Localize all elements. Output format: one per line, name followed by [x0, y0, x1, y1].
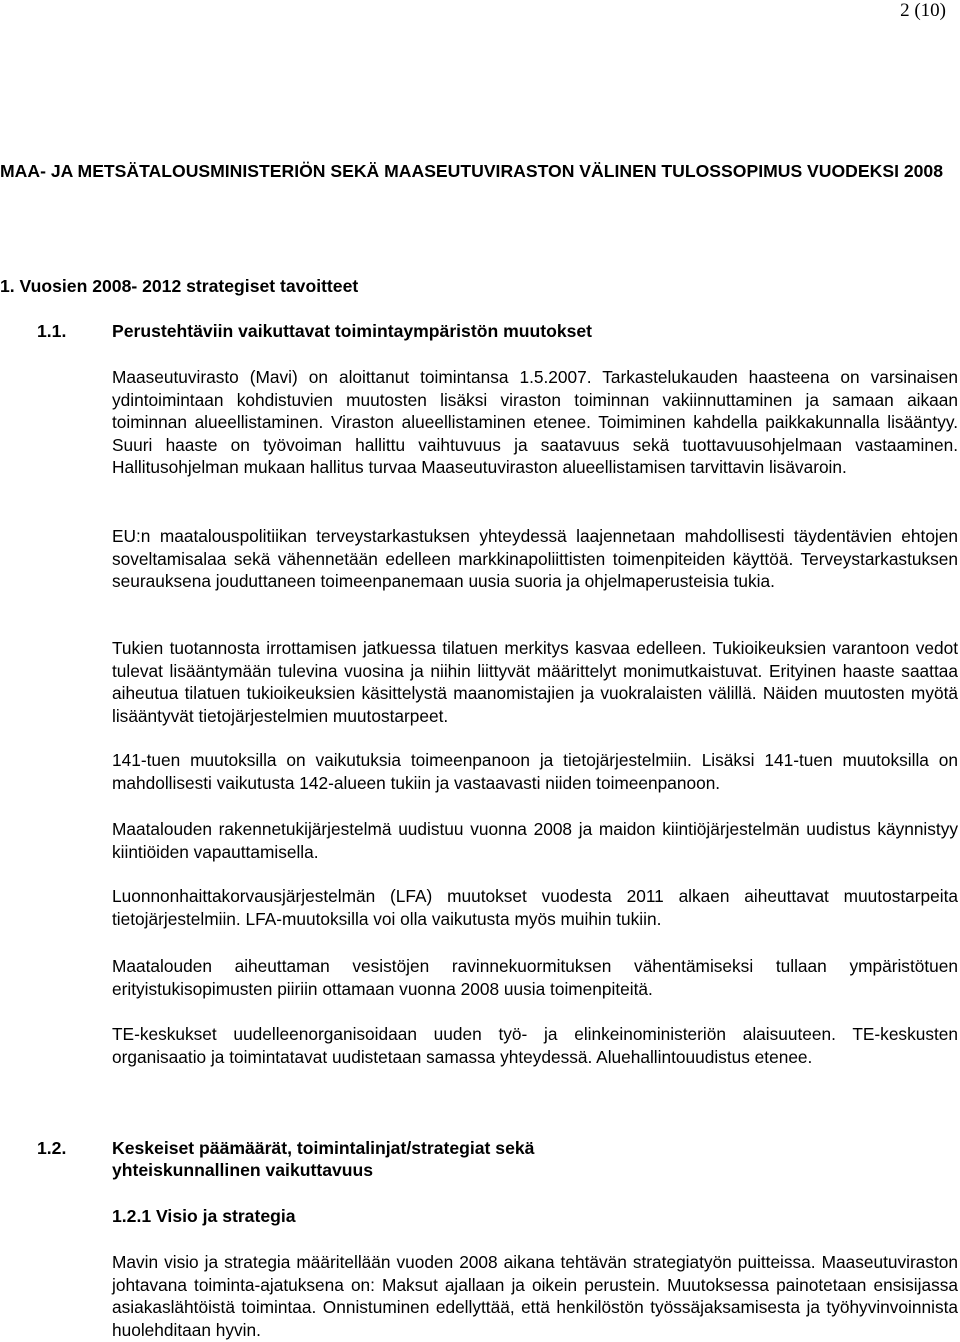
paragraph-te-centres: TE-keskukset uudelleenorganisoidaan uuden työ- ja elinkeinoministeriön alaisuuteen. TE-keskusten organisaatio ja toimintatavat uudistetaan samassa yhteydessä. Aluehallintouudistus etenee. [112, 1024, 958, 1067]
section-number: 1.1. [37, 321, 67, 341]
paragraph-eu-health-check: EU:n maatalouspolitiikan terveystarkastuksen yhteydessä laajennetaan mahdollisesti täydentävien ehtojen soveltamisalaa sekä vähennetään edelleen markkinapoliittisten toimenpiteiden käyttöä. Terveystarkastuksen seurauksena jouduttaneen toimeenpanemaan uusia suoria ja ohjelmaperusteisia tukia. [112, 526, 958, 592]
paragraph-mavi-start: Maaseutuvirasto (Mavi) on aloittanut toimintansa 1.5.2007. Tarkastelukauden haasteena on varsinaisen ydintoimintaan kohdistuvien muutosten lisäksi viraston toiminnan vakiinnuttaminen ja samaan aikaan toiminnan alueellistaminen. Viraston alueellistaminen etenee. Toimiminen kahdella paikkakunnalla lisääntyy. Suuri haaste on työvoiman hallittu vaihtuvuus ja saatavuus sekä tuottavuusohjelmaan vastaaminen. Hallitusohjelman mukaan hallitus turvaa Maaseutuviraston alueellistamisen tarvittavin lisävaroin. [112, 367, 958, 478]
paragraph-vision-strategy: Mavin visio ja strategia määritellään vuoden 2008 aikana tehtävän strategiatyön puitteissa. Maaseutuviraston johtavana toiminta-ajatuksena on: Maksut ajallaan ja oikein perustein. Muutoksessa painotetaan ensisijassa asiakaslähtöistä toimintaa. Onnistuminen edellyttää, että henkilöstön työssäjaksamisesta ja työhyvinvoinnista huolehditaan hyvin. [112, 1252, 958, 1340]
paragraph-lfa: Luonnonhaittakorvausjärjestelmän (LFA) muutokset vuodesta 2011 alkaen aiheuttavat muutostarpeita tietojärjestelmiin. LFA-muutoksilla voi olla vaikutusta myös muihin tukiin. [112, 886, 958, 929]
section-title-line1: Keskeiset päämäärät, toimintalinjat/strategiat sekä [112, 1138, 535, 1158]
section-title-line2: yhteiskunnallinen vaikuttavuus [112, 1160, 374, 1180]
section-1-2-1-heading: 1.2.1 Visio ja strategia [112, 1206, 296, 1226]
document-title: MAA- JA METSÄTALOUSMINISTERIÖN SEKÄ MAASEUTUVIRASTON VÄLINEN TULOSSOPIMUS VUODEKSI 2008 [0, 161, 943, 181]
section-number: 1.2. [37, 1138, 67, 1158]
paragraph-141-support: 141-tuen muutoksilla on vaikutuksia toimeenpanoon ja tietojärjestelmiin. Lisäksi 141-tuen muutoksilla on mahdollisesti vaikutusta 142-alueen tukiin ja vastaavasti niiden toimeenpanoon. [112, 750, 958, 793]
page-number: 2 (10) [900, 0, 946, 21]
paragraph-structural-support: Maatalouden rakennetukijärjestelmä uudistuu vuonna 2008 ja maidon kiintiöjärjestelmän uudistus käynnistyy kiintiöiden vapauttamisella. [112, 819, 958, 862]
section-title: Perustehtäviin vaikuttavat toimintaympäristön muutokset [112, 321, 593, 341]
paragraph-nutrient-load: Maatalouden aiheuttaman vesistöjen ravinnekuormituksen vähentämiseksi tullaan ympäristötuen erityistukisopimusten piiriin ottamaan vuonna 2008 uusia toimenpiteitä. [112, 956, 958, 999]
paragraph-decoupling: Tukien tuotannosta irrottamisen jatkuessa tilatuen merkitys kasvaa edelleen. Tukioikeuksien varantoon vedot tulevat lisääntymään tulevina vuosina ja niihin liittyvät määrittelyt monimutkaistuvat. Erityinen haaste saattaa aiheutua tilatuen tukioikeuksien käsittelystä maanomistajien ja vuokralaisten välillä. Näiden muutosten myötä lisääntyvät tietojärjestelmien muutostarpeet. [112, 638, 958, 726]
section-1-heading: 1. Vuosien 2008- 2012 strategiset tavoitteet [0, 276, 359, 296]
